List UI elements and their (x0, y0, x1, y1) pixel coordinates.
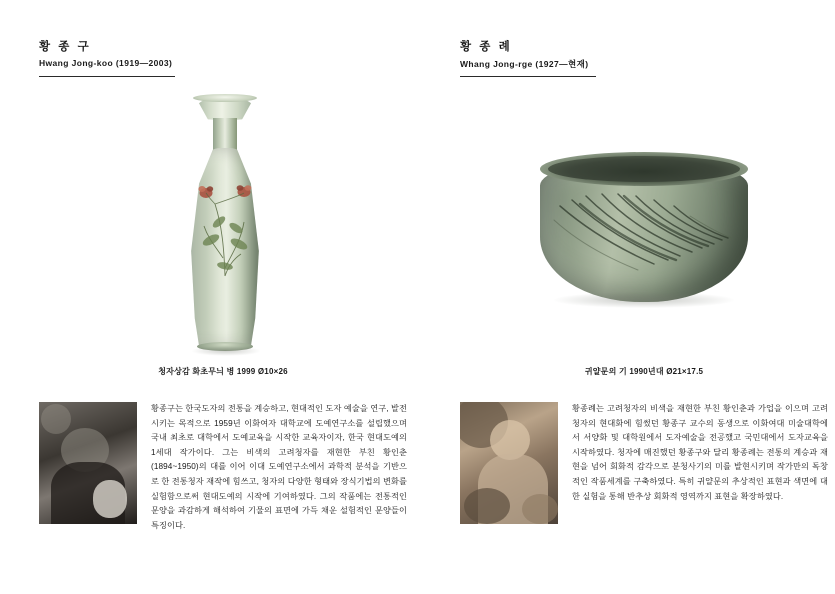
bowl-shadow (554, 292, 734, 308)
artist-bio-text: 황종례는 고려청자의 비색을 재현한 부친 황인춘과 가업을 이으며 고려청자의 현대화에 힘썼던 황종구 교수의 동생으로 이화여대 미술대학에서 서양화 및 대학원에서 도자예술을 전공했고 국민대에서 도자교육을 시작하였다. 청자에 매진했던 황종구와 달리 황종례는 전통의 계승과 재현을 넘어 회화적 감각으로 분청사기의 미를 발현시키며 작가만의 독창적인 작품세계를 구축하였다. 특히 귀얄문의 추상적인 표현과 색면에 대한 실험을 통해 반추상 회화적 영역까지 표현을 확장하였다. (572, 404, 828, 501)
artist-name-block (39, 38, 91, 54)
celadon-vase-icon (167, 96, 283, 358)
artist-name-block (460, 38, 512, 54)
vase-body (189, 148, 261, 346)
artist-bio-text: 황종구는 한국도자의 전통을 계승하고, 현대적인 도자 예술을 연구, 발전시키는 목적으로 1959년 이화여자 대학교에 도예연구소를 설립했으며 국내 최초로 대학에서 도예교육을 시작한 교육자이자, 한국 현대도예의 1세대 작가이다. 그는 비색의 고려청자를 재현한 부친 황인춘(1894~1950)의 대를 이어 이대 도예연구소에서 과학적 분석을 기반으로 한 전통청자 재작에 힘쓰고, 청자의 다양한 형태와 장식기법의 변화를 실험함으로써 현대도예의 시작에 기여하였다. 그의 작품에는 전통적인 문양을 과감하게 해석하여 기물의 표면에 가득 채운 설험적인 문양들이 특징이다. (151, 404, 408, 530)
artifact-image-bowl (460, 92, 828, 357)
divider-rule (460, 76, 596, 77)
artist-bio-block (39, 402, 407, 562)
artist-name-hangul: 황 종 구 (39, 41, 92, 53)
artist-column-left (39, 0, 407, 594)
artifact-caption: 청자상감 화초무늬 병 1999 Ø10×26 (158, 367, 288, 376)
artist-name-roman: Hwang Jong-koo (1919—2003) (39, 58, 173, 68)
vase-shadow (191, 346, 261, 356)
divider-rule (39, 76, 175, 77)
artist-name-roman: Whang Jong-rge (1927—현재) (460, 59, 589, 69)
artist-portrait-photo-color (460, 402, 558, 524)
artifact-caption: 귀얄문의 기 1990년대 Ø21×17.5 (584, 367, 704, 376)
artifact-image-vase (39, 92, 407, 357)
stoneware-bowl-icon (540, 152, 748, 312)
bowl-rim-inner (548, 156, 740, 182)
artist-bio-block (460, 402, 828, 562)
vase-lip (193, 94, 257, 102)
artist-column-right (460, 0, 828, 594)
artist-portrait-photo-bw (39, 402, 137, 524)
artist-name-hangul: 황 종 례 (460, 41, 513, 53)
